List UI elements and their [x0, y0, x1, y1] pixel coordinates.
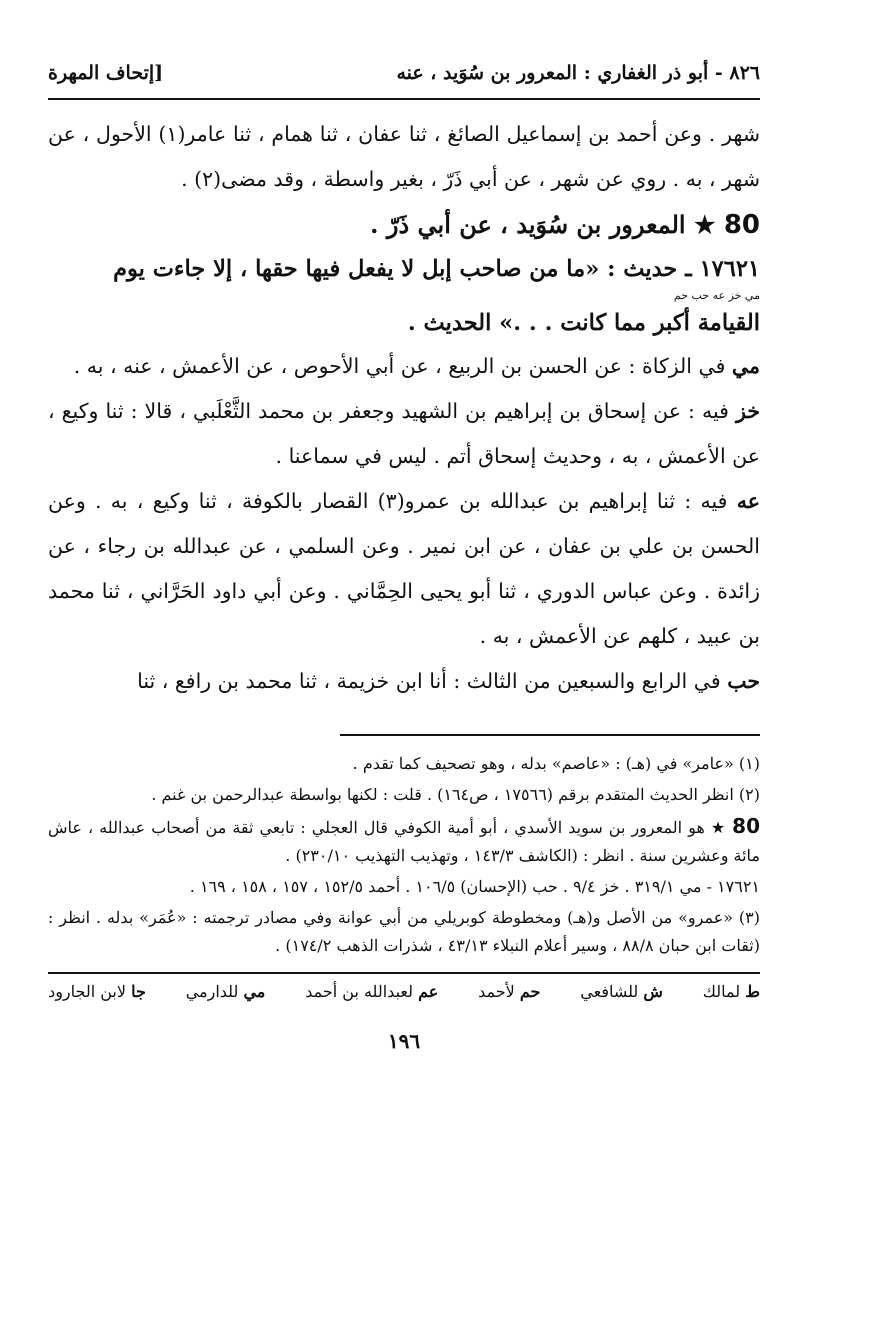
source-tag-hb: حب [727, 669, 760, 693]
source-tag-ah: عه [736, 489, 760, 513]
legend-item: مي للدارمي [185, 982, 266, 1001]
legend-item: ش للشافعي [580, 982, 663, 1001]
narrator-heading-text: المعرور بن سُوَيد ، عن أبي ذَرّ . [370, 210, 686, 239]
paragraph-intro: شهر . وعن أحمد بن إسماعيل الصائغ ، ثنا عفان ، ثنا همام ، ثنا عامر(١) الأحول ، عن شهر ، به . روي عن شهر ، عن أبي ذَرّ ، بغير واسطة ، وقد مضى(٢) . [48, 122, 761, 191]
paragraph-ah-text: فيه : ثنا إبراهيم بن عبدالله بن عمرو(٣) القصار بالكوفة ، ثنا وكيع ، به . وعن الحسن بن علي بن عفان ، عن ابن نمير . وعن السلمي ، عن عبدالله بن رجاء ، عن زائدة . وعن عباس الدوري ، ثنا أبو يحيى الحِمَّاني . وعن أبي داود الحَرَّاني ، ثنا محمد بن عبيد ، كلهم عن الأعمش ، به . [48, 489, 760, 648]
star-icon: ★ [693, 210, 716, 239]
narrator-number: 80 [723, 210, 760, 240]
header-book-title: [إتحاف المهرة [48, 62, 164, 84]
paragraph-mi-text: في الزكاة : عن الحسن بن الربيع ، عن أبي الأحوص ، عن الأعمش ، عنه ، به . [73, 354, 726, 378]
header-rule [48, 98, 760, 100]
book-page [48, 62, 760, 1053]
paragraph-hb-text: في الرابع والسبعين من الثالث : أنا ابن خزيمة ، ثنا محمد بن رافع ، ثنا [137, 669, 721, 693]
paragraph-ah [48, 479, 760, 659]
hadith-line-1: ١٧٦٢١ ـ حديث : «ما من صاحب إبل لا يفعل فيها حقها ، إلا جاءت يوم [113, 256, 760, 282]
footnote-narrator-number: 80 [732, 814, 761, 838]
header-chapter-title: ٨٢٦ - أبو ذر الغفاري : المعرور بن سُوَيد ، عنه [396, 62, 760, 84]
footnote-narrator-text: هو المعرور بن سويد الأسدي ، أبو أمية الكوفي قال العجلي : تابعي ثقة من أصحاب عبدالله ، عاش مائة وعشرين سنة . انظر : (الكاشف ١٤٣/٣ ، وتهذيب التهذيب ٢٣٠/١٠) . [48, 818, 760, 865]
footnote-3: (٣) «عمرو» من الأصل و(هـ) ومخطوطة كوبريلي من أبي عوانة وفي مصادر ترجمته : «عُمَر» بدله . انظر : (ثقات ابن حبان ٨٨/٨ ، وسير أعلام النبلاء ٤٣/١٣ ، شذرات الذهب ١٧٤/٢) . [48, 908, 760, 955]
footnotes [48, 750, 760, 960]
legend-item: حم لأحمد [478, 982, 541, 1001]
narrator-heading [48, 202, 760, 248]
paragraph-khz [48, 389, 760, 479]
footnote-2: (٢) انظر الحديث المتقدم برقم (١٧٥٦٦ ، ص١٦٤) . قلت : لكنها بواسطة عبدالرحمن بن غنم . [151, 785, 760, 804]
main-text [48, 112, 760, 704]
page-number: ١٩٦ [387, 1029, 421, 1053]
hadith-line-2: القيامة أكبر مما كانت . . .» الحديث . [407, 310, 760, 336]
paragraph-hb [48, 659, 760, 704]
footnote-references: ١٧٦٢١ - مي ٣١٩/١ . خز ٩/٤ . حب (الإحسان) ١٠٦/٥ . أحمد ١٥٢/٥ ، ١٥٧ ، ١٥٨ ، ١٦٩ . [189, 877, 760, 896]
hadith-sigla: مي خز عه حب حم [673, 289, 760, 302]
legend-item: عم لعبدالله بن أحمد [305, 982, 439, 1001]
legend-item: جا لابن الجارود [48, 982, 146, 1001]
legend-item: ط لمالك [702, 982, 760, 1001]
footnote-rule [340, 734, 760, 736]
paragraph-khz-text: فيه : عن إسحاق بن إبراهيم بن الشهيد وجعفر بن محمد الثَّعْلَبي ، قالا : ثنا وكيع ، عن الأعمش ، به ، وحديث إسحاق أتم . ليس في سماعنا . [48, 399, 760, 468]
footnote-1: (١) «عامر» في (هـ) : «عاصم» بدله ، وهو تصحيف كما تقدم . [352, 754, 760, 773]
legend-rule [48, 972, 760, 974]
running-header [48, 62, 760, 98]
star-icon: ★ [710, 818, 727, 837]
footnote-narrator [48, 812, 760, 870]
paragraph-mi [48, 344, 760, 389]
abbreviation-legend [48, 982, 760, 1001]
source-tag-khz: خز [736, 399, 760, 423]
source-tag-mi: مي [731, 354, 760, 378]
hadith-heading [48, 248, 760, 344]
